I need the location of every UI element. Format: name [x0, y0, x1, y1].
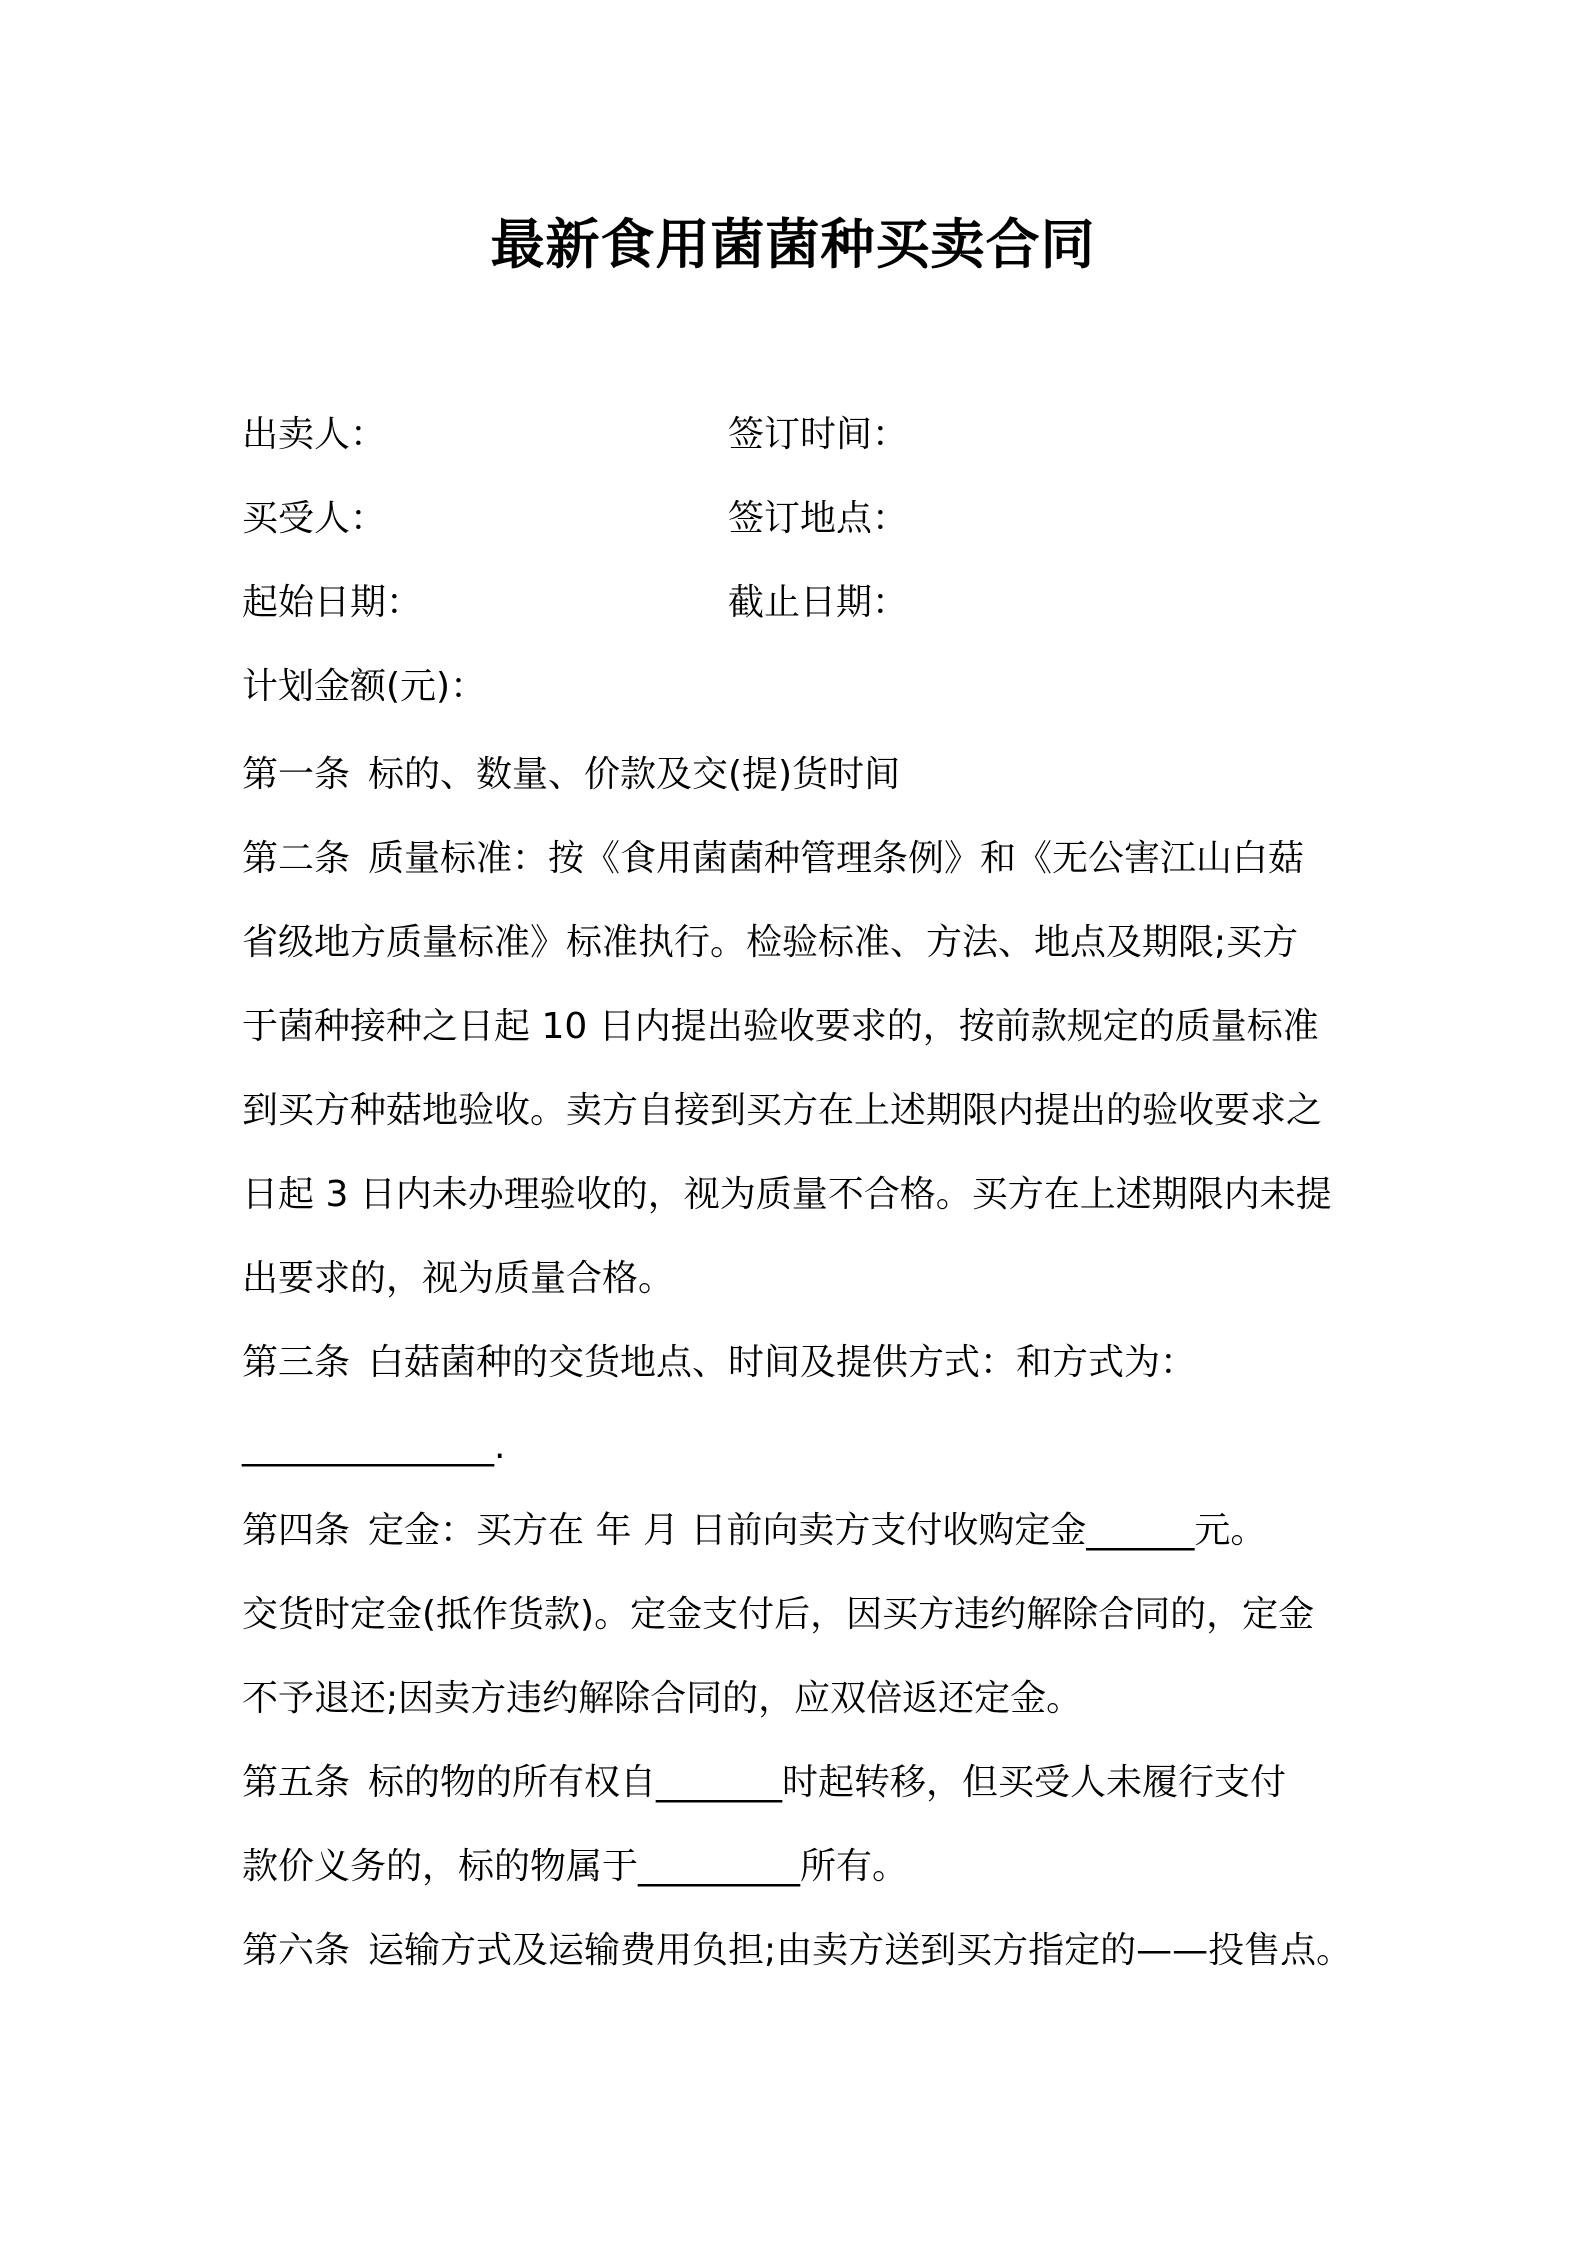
body-line-text: 运输方式及运输费用负担;由卖方送到买方指定的——投售点。 — [368, 1930, 1353, 1971]
body-line — [242, 1237, 1362, 1321]
document-title: 最新食用菌菌种买卖合同 — [490, 213, 1096, 276]
body-line — [242, 1405, 1362, 1489]
contract-body — [242, 733, 1362, 1993]
body-line — [242, 1657, 1362, 1741]
article-heading: 第五条 — [242, 1762, 351, 1803]
body-line-text: 交货时定金(抵作货款)。定金支付后，因买方违约解除合同的，定金 — [242, 1594, 1315, 1635]
body-line-text: 标的、数量、价款及交(提)货时间 — [368, 754, 901, 795]
body-line — [242, 1153, 1362, 1237]
start-date-label: 起始日期： — [242, 582, 423, 623]
body-line-text: 到买方种菇地验收。卖方自接到买方在上述期限内提出的验收要求之 — [242, 1090, 1323, 1131]
body-line — [242, 1909, 1362, 1993]
body-line — [242, 1825, 1362, 1909]
article-heading: 第四条 — [242, 1510, 351, 1551]
body-line — [242, 1573, 1362, 1657]
body-line — [242, 901, 1362, 985]
article-heading: 第三条 — [242, 1342, 351, 1383]
body-line — [242, 1321, 1362, 1405]
body-line-text: 日起 3 日内未办理验收的，视为质量不合格。买方在上述期限内未提 — [242, 1174, 1332, 1215]
signing-place-label: 签订地点： — [728, 498, 909, 539]
body-line-text: 省级地方质量标准》标准执行。检验标准、方法、地点及期限;买方 — [242, 922, 1299, 963]
body-line-text: 标的物的所有权自_______时起转移，但买受人未履行支付 — [368, 1762, 1287, 1803]
seller-label: 出卖人： — [242, 414, 387, 455]
body-line-text: 款价义务的，标的物属于_________所有。 — [242, 1846, 909, 1887]
signing-time-label: 签订时间： — [728, 414, 909, 455]
body-line — [242, 1489, 1362, 1573]
article-heading: 第六条 — [242, 1930, 351, 1971]
body-line-text: 出要求的，视为质量合格。 — [242, 1258, 675, 1299]
planned-amount-label: 计划金额(元)： — [242, 666, 487, 707]
end-date-label: 截止日期： — [728, 582, 909, 623]
article-heading: 第二条 — [242, 838, 351, 879]
body-line-text: 定金：买方在 年 月 日前向卖方支付收购定金______元。 — [368, 1510, 1267, 1551]
body-line-text: 于菌种接种之日起 10 日内提出验收要求的，按前款规定的质量标准 — [242, 1006, 1319, 1047]
buyer-label: 买受人： — [242, 498, 387, 539]
body-line-text: 不予退还;因卖方违约解除合同的，应双倍返还定金。 — [242, 1678, 1083, 1719]
body-line-text: 白菇菌种的交货地点、时间及提供方式：和方式为： — [368, 1342, 1197, 1383]
body-line — [242, 985, 1362, 1069]
blank-line: ______________. — [242, 1426, 506, 1467]
body-line — [242, 1069, 1362, 1153]
body-line — [242, 817, 1362, 901]
body-line-text: 质量标准：按《食用菌菌种管理条例》和《无公害江山白菇 — [368, 838, 1305, 879]
body-line — [242, 733, 1362, 817]
body-line — [242, 1741, 1362, 1825]
article-heading: 第一条 — [242, 754, 351, 795]
